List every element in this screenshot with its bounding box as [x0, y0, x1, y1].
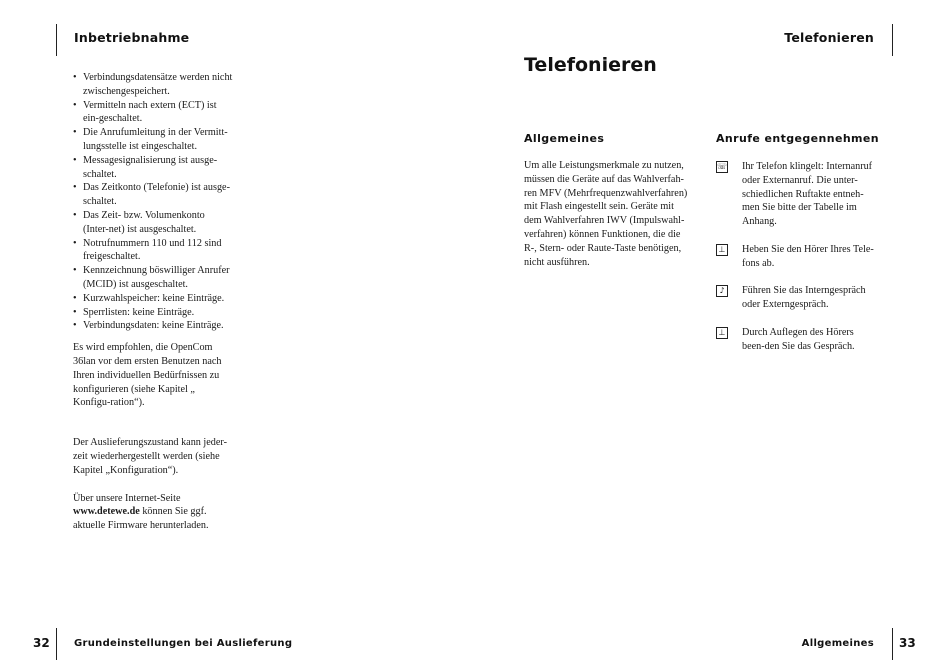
list-item: • Verbindungsdatensätze werden nicht zwischengespeichert.	[73, 71, 233, 99]
left-footer-rule	[56, 628, 57, 660]
step-text: Ihr Telefon klingelt: Internanruf oder Externanruf. Die unter-schiedlichen Ruftakte entneh-men Sie bitte der Tabelle im Anhang.	[742, 161, 873, 228]
left-page-number: 32	[33, 636, 50, 650]
list-item: • Das Zeitkonto (Telefonie) ist ausge-schaltet.	[73, 181, 233, 209]
list-item: • Messagesignalisierung ist ausge-schaltet.	[73, 154, 233, 182]
left-page-body	[73, 71, 233, 533]
restore-defaults-note: Der Auslieferungszustand kann jeder-zeit wiederhergestellt werden (siehe Kapitel „Konfiguration“).	[73, 437, 227, 476]
list-item: • Notrufnummern 110 und 112 sind freigeschaltet.	[73, 237, 233, 265]
list-item: • Kurzwahlspeicher: keine Einträge.	[73, 292, 233, 306]
website-link[interactable]: www.detewe.de	[73, 506, 140, 518]
right-header-rule	[892, 24, 893, 56]
right-footer-title: Allgemeines	[801, 638, 874, 649]
list-item: • Vermitteln nach extern (ECT) ist ein-geschaltet.	[73, 99, 233, 127]
list-item: • Verbindungsdaten: keine Einträge.	[73, 319, 233, 333]
lift-handset-icon: ⊥	[716, 244, 728, 256]
step-text: Durch Auflegen des Hörers been-den Sie das Gespräch.	[742, 327, 855, 352]
left-footer-title: Grundeinstellungen bei Auslieferung	[74, 638, 293, 649]
right-page-number: 33	[899, 636, 916, 650]
general-heading: Allgemeines	[524, 132, 605, 145]
talk-icon: ♪	[716, 285, 728, 297]
list-item: • Die Anrufumleitung in der Vermitt-lungsstelle ist eingeschaltet.	[73, 126, 233, 154]
general-section	[524, 132, 689, 269]
firmware-note-prefix: Über unsere Internet-Seite	[73, 492, 181, 504]
list-item: • Kennzeichnung böswilliger Anrufer (MCID) ist ausgeschaltet.	[73, 264, 233, 292]
answer-calls-heading: Anrufe entgegennehmen	[716, 132, 880, 145]
page-title: Telefonieren	[524, 54, 657, 76]
left-page-header: Inbetriebnahme	[74, 30, 190, 45]
right-footer-rule	[892, 628, 893, 660]
step-text: Heben Sie den Hörer Ihres Tele-fons ab.	[742, 244, 874, 269]
list-item: • Das Zeit- bzw. Volumenkonto (Inter-net) ist ausgeschaltet.	[73, 209, 233, 237]
firmware-note-suffix: können Sie ggf. aktuelle Firmware herunterladen.	[73, 506, 209, 532]
step-hang-up	[716, 326, 878, 354]
general-text: Um alle Leistungsmerkmale zu nutzen, müssen die Geräte auf das Wahlverfah-ren MFV (Mehrfrequenzwahlverfahren) mit Flash eingestellt sein. Geräte mit dem Wahlverfahren IWV (Impulswahl-verfahren) können Funktionen, die die R-, Stern- oder Raute-Taste benötigen, nicht ausführen.	[524, 160, 688, 268]
step-talk	[716, 284, 878, 312]
step-lift-handset	[716, 243, 878, 271]
hang-up-icon: ⊥	[716, 327, 728, 339]
list-item: • Sperrlisten: keine Einträge.	[73, 306, 233, 320]
step-text: Führen Sie das Interngespräch oder Externgespräch.	[742, 285, 866, 310]
configuration-recommendation: Es wird empfohlen, die OpenCom 36lan vor dem ersten Benutzen nach Ihren individuellen Bedürfnissen zu konfigurieren (siehe Kapitel „ Konfigu-ration“).	[73, 342, 222, 409]
right-page-header: Telefonieren	[784, 30, 874, 45]
firmware-note	[73, 492, 233, 533]
left-header-rule	[56, 24, 57, 56]
phone-ringing-icon: ☏	[717, 162, 728, 171]
default-settings-list	[73, 71, 233, 333]
step-phone-rings	[716, 160, 878, 229]
